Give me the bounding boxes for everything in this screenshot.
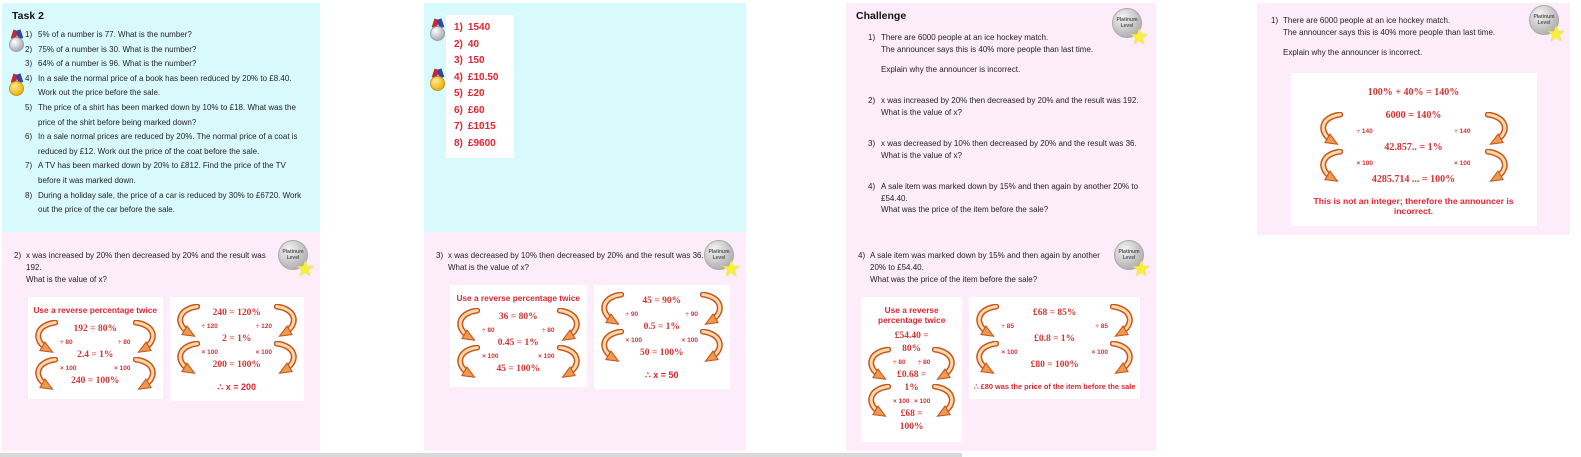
right-arrows [133,320,159,391]
question-text [1283,15,1530,59]
answer-item [454,70,508,87]
left-arrows [32,320,58,391]
badge-text-line1: Platinum [1533,14,1555,20]
answer-value: £1015 [467,121,496,132]
step-label-left: ÷ 80 [60,339,73,346]
level-badge-icon [1529,5,1566,46]
step-labels [999,346,1110,359]
equation-line: £0.68 = 1% [897,370,927,393]
curved-arrow-icon [1110,304,1136,338]
question-line: There are 6000 people at an ice hockey match. [881,33,1049,42]
equation-line: 45 = 100% [496,364,540,374]
working-box-grid [598,292,727,363]
silver-medal-icon [9,30,25,54]
challenge-question [868,95,1146,118]
curved-arrow-icon [454,345,480,379]
step-label-left: ÷ 80 [893,359,906,366]
right-arrows [1485,112,1511,183]
equation-stack [480,311,557,376]
curved-arrow-icon [32,320,58,354]
question-line: What is the value of x? [26,275,107,284]
conclusion-text: ∴ x = 50 [645,370,679,380]
step-label-left: ÷ 90 [625,311,639,318]
medal-disc [430,26,445,41]
star-icon: ★ [1129,24,1149,49]
step-labels [1343,155,1485,172]
question-text: A TV has been marked down by 20% to £812. Find the price of the TV before it was marked down. [38,161,286,185]
equation-line: £0.8 = 1% [1034,334,1076,344]
step-label-right: × 100 [114,365,131,372]
badge-text-line1: Platinum [1118,249,1140,255]
badge-text-line1: Platinum [1116,17,1138,23]
question-line: Explain why the announcer is incorrect. [1283,48,1423,57]
working-box-grid [174,304,301,375]
left-arrows [174,304,200,375]
badge-text-line2: Level [1537,20,1551,26]
curved-arrow-icon [700,292,726,326]
curved-arrow-icon [174,304,200,338]
badge-text-line1: Platinum [282,249,304,255]
step-label-right: ÷ 80 [117,339,131,346]
question-number: 2) [14,251,22,260]
question-text [881,32,1146,75]
challenge-q3-solution-panel [424,232,746,451]
answer-number: 2) [454,38,463,50]
question-text [881,95,1146,118]
curved-arrow-icon [1110,341,1136,375]
answer-item [454,86,508,103]
curved-arrow-icon [932,384,958,418]
curved-arrow-icon [133,357,159,391]
task2-panel [2,3,320,232]
step-label-right: ÷ 90 [685,311,698,318]
question-text [881,181,1146,216]
left-arrows [973,304,999,375]
curved-arrow-icon [598,329,624,363]
conclusion-text: ∴ £80 was the price of the item before the sale [973,382,1136,391]
curved-arrow-icon [557,308,583,342]
answer-number: 5) [454,88,463,99]
level-badge-icon [704,240,741,281]
curved-arrow-icon [1317,112,1343,146]
question-number: 6) [25,132,33,142]
answer-value: £10.50 [467,71,499,83]
step-label-right: ÷ 120 [255,323,272,330]
working-box [28,297,163,399]
step-label-left: ÷ 80 [482,327,495,334]
task2-question-list [2,26,320,218]
solution-question [424,232,746,274]
answer-value: 1540 [467,22,491,33]
question-text [26,250,280,286]
equation-line: 240 = 100% [71,376,120,386]
working-box-title: Use a reverse percentage twice [878,305,946,325]
left-arrows [1317,112,1343,183]
working-box-title: Use a reverse percentage twice [456,293,581,303]
question-text: During a holiday sale, the price of a car is reduced by 30% to £6720. Work out the price of the car before the sale. [38,190,302,215]
answer-item [454,136,508,153]
answer-number: 3) [454,55,463,66]
solution-question [1257,3,1570,59]
challenge-question [868,32,1146,75]
equation-line: 0.5 = 1% [643,322,680,332]
step-labels [58,336,133,349]
step-labels [200,346,275,359]
step-label-right: × 100 [1091,349,1108,356]
curved-arrow-icon [865,347,891,381]
question-line: Explain why the announcer is incorrect. [881,64,1021,74]
step-labels [480,324,557,337]
question-number: 3) [868,139,876,148]
badge-text-line2: Level [712,255,726,261]
task2-question [25,28,312,43]
question-number: 2) [868,96,876,105]
task2-question [25,72,312,101]
task2-question [25,101,312,130]
question-text: 64% of a number is 96. What is the number? [38,59,197,69]
working-box-row [450,285,730,389]
equation-line: 6000 = 140% [1385,110,1442,121]
question-line: A sale item was marked down by 15% and then again by another 20% to £54.40. [870,251,1100,272]
curved-arrow-icon [557,345,583,379]
challenge-title: Challenge [856,10,907,22]
challenge-question-list [846,26,1156,216]
conclusion-text: This is not an integer; therefore the announcer is incorrect. [1313,196,1514,216]
question-text: In a sale normal prices are reduced by 20%. The normal price of a coat is reduced by £12. Work out the price of the coat before the sale. [38,132,298,156]
step-label-left: ÷ 140 [1356,128,1373,135]
solution-question [846,232,1156,286]
question-text [881,138,1146,161]
equation-line: 42.857.. = 1% [1384,142,1443,153]
curved-arrow-icon [1317,149,1343,183]
equation-line: 2.4 = 1% [77,350,114,360]
working-box [969,297,1140,399]
equation-line: £54.40 = 80% [894,331,929,354]
step-label-left: ÷ 120 [201,323,218,330]
equation-line: 50 = 100% [640,348,684,358]
step-labels [58,362,133,375]
step-labels [624,308,701,321]
star-icon: ★ [721,256,741,281]
step-labels [480,350,557,363]
curved-arrow-icon [454,308,480,342]
question-line: What is the value of x? [448,263,529,272]
question-line: x was decreased by 10% then decreased by 20% and the result was 36. [881,139,1137,148]
right-arrows [700,292,726,363]
equation-line: £68 = 100% [899,409,924,432]
task2-title: Task 2 [12,10,44,22]
step-label-left: × 100 [482,353,499,360]
question-number: 3) [436,251,444,260]
question-number: 1) [868,33,876,42]
question-number: 4) [25,73,33,83]
answer-item [454,103,508,120]
equation-line: 192 = 80% [73,324,117,334]
question-number: 5) [25,102,33,112]
gold-medal-icon [9,74,25,98]
equation-line: 36 = 80% [498,312,538,322]
solution-question [2,232,320,286]
badge-text-line1: Platinum [708,249,730,255]
star-icon: ★ [295,256,315,281]
equation-line: 0.45 = 1% [497,338,539,348]
equation-line: 2 = 1% [222,334,252,344]
right-arrows [557,308,583,379]
question-number: 2) [25,44,33,54]
task2-question [25,189,312,218]
question-line: The announcer says this is 40% more people than last time. [881,44,1094,54]
level-badge-icon [278,240,315,281]
answers-panel [424,3,746,232]
task2-question [25,130,312,159]
step-label-right: × 100 [913,398,931,405]
working-box-grid [454,308,583,379]
conclusion-text: ∴ x = 200 [217,382,256,392]
curved-arrow-icon [1485,149,1511,183]
step-label-left: × 100 [201,349,218,356]
curved-arrow-icon [598,292,624,326]
working-box-grid [865,330,958,434]
curved-arrow-icon [32,357,58,391]
answer-item [454,119,508,136]
left-arrows [454,308,480,379]
question-text: The price of a shirt has been marked down by 10% to £18. What was the price of the shirt before being marked down? [38,102,296,127]
challenge-q4-solution-panel [846,232,1156,451]
medal-disc [9,37,24,52]
equation-line: 100% + 40% = 140% [1367,87,1460,98]
right-arrows [274,304,300,375]
equation-stack [999,307,1110,372]
challenge-q2-solution-panel [2,232,320,451]
working-box-grid [32,320,159,391]
step-labels [200,320,275,333]
question-line: What was the price of the item before the sale? [870,275,1038,284]
question-line: What is the value of x? [881,150,962,160]
equation-line: £68 = 85% [1032,308,1077,318]
answer-item [454,20,508,37]
step-labels [891,356,932,369]
curved-arrow-icon [274,304,300,338]
step-label-left: ÷ 85 [1001,323,1014,330]
question-text [448,250,706,274]
medal-disc [430,76,445,91]
question-line: x was decreased by 10% then decreased by 20% and the result was 36. [448,251,704,260]
step-label-left: × 100 [1001,349,1018,356]
left-arrows [598,292,624,363]
equation-stack [891,330,932,434]
curved-arrow-icon [1485,112,1511,146]
curved-arrow-icon [274,341,300,375]
question-number: 7) [25,161,33,171]
curved-arrow-icon [133,320,159,354]
task2-question [25,159,312,188]
answer-item [454,37,508,54]
star-icon: ★ [1131,256,1151,281]
working-box-title: Use a reverse percentage twice [33,305,158,315]
question-line [881,55,1146,64]
equation-line: 4285.714 ... = 100% [1371,174,1456,185]
right-arrows [932,347,958,418]
equation-line: 200 = 100% [212,360,261,370]
working-box-row [1257,73,1570,226]
challenge-question [868,181,1146,216]
equation-stack [1343,108,1485,187]
challenge-question [868,138,1146,161]
working-box-grid [1299,108,1529,187]
answer-number: 1) [454,22,463,33]
question-text: 5% of a number is 77. What is the number? [38,30,192,39]
answer-value: 150 [467,55,485,66]
working-box [861,297,962,442]
question-text: 75% of a number is 30. What is the number? [38,44,197,54]
question-number: 1) [25,30,33,39]
curved-arrow-icon [700,329,726,363]
question-line: What was the price of the item before the sale? [881,205,1049,214]
step-label-left: × 100 [60,365,77,372]
question-number: 4) [858,251,866,260]
answer-value: £60 [467,104,485,116]
gold-medal-icon [430,69,446,93]
slide-bottom-edge [0,453,962,457]
answer-value: £20 [467,88,485,99]
step-label-left: × 100 [625,337,642,344]
star-icon: ★ [1546,21,1566,46]
answer-number: 7) [454,121,463,132]
question-number: 4) [868,182,876,191]
equation-stack [58,323,133,388]
step-labels [624,334,701,347]
answer-value: 40 [467,38,480,50]
step-label-right: ÷ 80 [917,359,931,366]
working-box-row [28,297,304,401]
working-box [594,285,731,389]
task2-question [25,43,312,58]
badge-text-line2: Level [1122,255,1136,261]
working-box-row [861,297,1140,442]
challenge-q1-solution-panel [1257,3,1570,235]
step-label-right: × 100 [538,353,555,360]
step-label-right: ÷ 140 [1454,128,1471,135]
question-number: 1) [1271,16,1279,25]
step-label-right: ÷ 80 [541,327,555,334]
question-line [1283,39,1530,47]
answer-number: 4) [454,71,463,83]
question-line: A sale item was marked down by 15% and then again by another 20% to £54.40. [881,182,1139,203]
curved-arrow-icon [973,341,999,375]
level-badge-icon [1114,240,1151,281]
question-number: 8) [25,190,33,200]
equation-line: 45 = 90% [642,296,682,306]
question-line: x was increased by 20% then decreased by 20% and the result was 192. [881,96,1139,105]
right-arrows [1110,304,1136,375]
step-label-right: × 100 [255,349,272,356]
question-text: In a sale the normal price of a book has been reduced by 20% to £8.40. Work out the price before the sale. [38,73,292,98]
step-label-right: ÷ 85 [1095,323,1108,330]
equation-line: 240 = 120% [212,308,261,318]
working-box [450,285,587,387]
curved-arrow-icon [174,341,200,375]
curved-arrow-icon [865,384,891,418]
answer-number: 8) [454,137,463,149]
answers-box [446,15,514,158]
step-label-right: × 100 [681,337,698,344]
answer-number: 6) [454,104,463,116]
badge-text-line2: Level [1120,23,1134,29]
level-badge-icon [1112,8,1149,49]
question-line: What is the value of x? [881,107,962,117]
step-labels [891,395,932,408]
answer-value: £9600 [467,137,496,149]
left-arrows [865,347,891,418]
question-text [870,250,1116,286]
working-box-grid [973,304,1136,375]
silver-medal-icon [430,19,446,43]
answer-item [454,53,508,70]
working-box [170,297,305,401]
working-box [1291,73,1537,226]
question-number: 3) [25,59,33,69]
curved-arrow-icon [973,304,999,338]
step-labels [999,320,1110,333]
badge-text-line2: Level [286,255,300,261]
equation-line: £80 = 100% [1030,360,1079,370]
task2-question [25,57,312,72]
medal-disc [9,81,24,96]
question-line: x was increased by 20% then decreased by 20% and the result was 192. [26,251,266,272]
step-label-right: × 100 [1454,160,1471,167]
step-labels [1343,123,1485,140]
equation-stack [624,295,701,360]
step-label-left: × 100 [1356,160,1373,167]
question-line: There are 6000 people at an ice hockey match. [1283,16,1451,25]
curved-arrow-icon [932,347,958,381]
challenge-panel [846,3,1156,232]
question-line: The announcer says this is 40% more people than last time. [1283,28,1496,37]
equation-stack [200,307,275,372]
step-label-left: × 100 [893,398,910,405]
